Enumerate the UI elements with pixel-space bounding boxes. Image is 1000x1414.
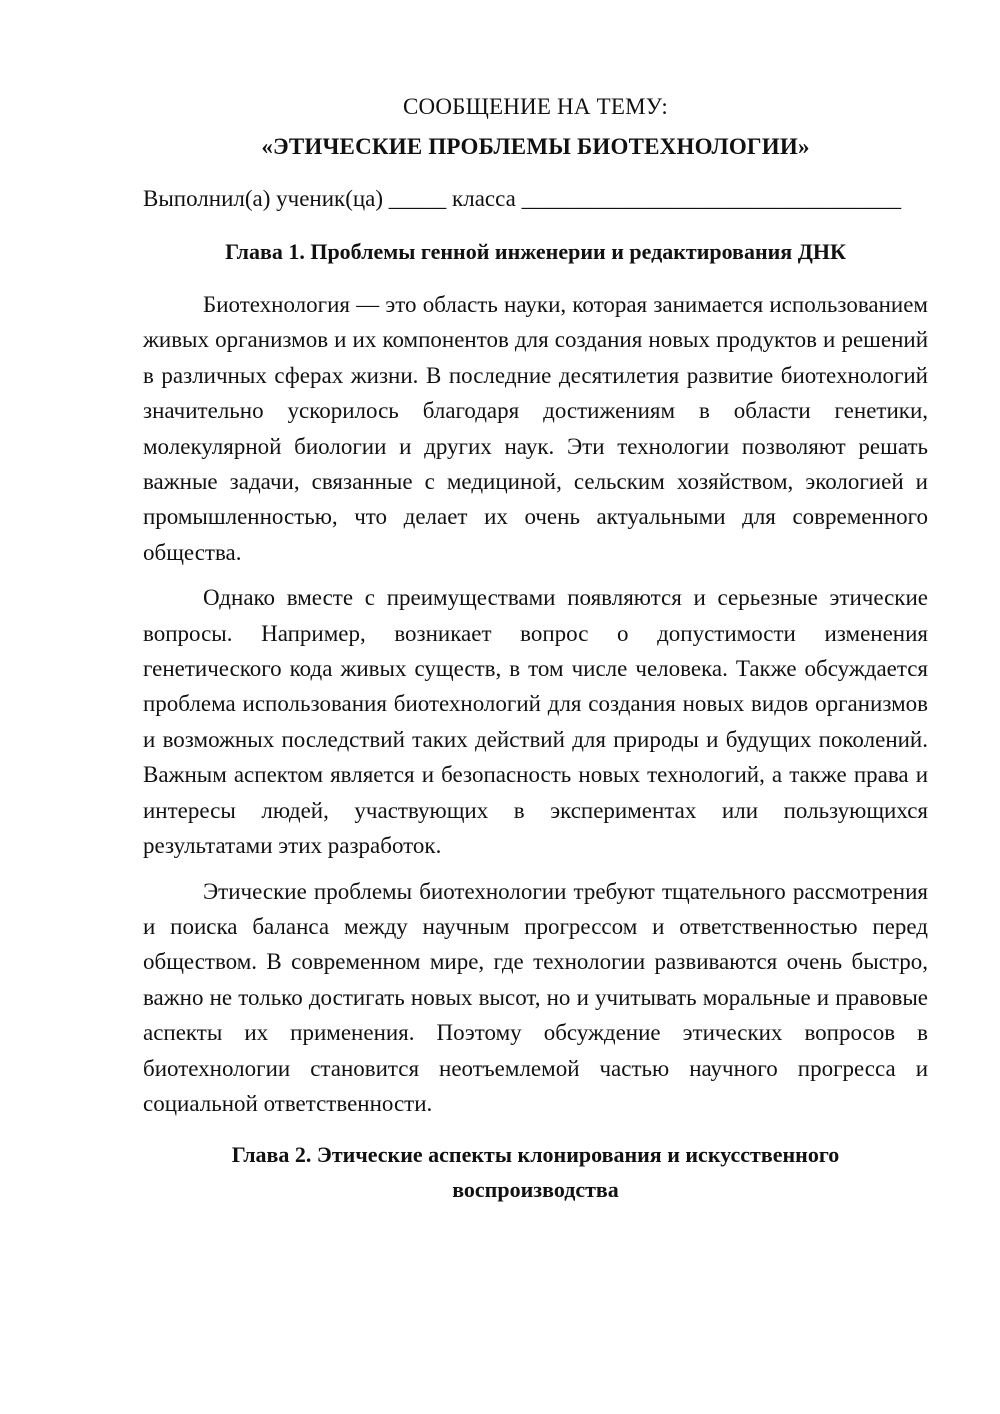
document-header-line1: СООБЩЕНИЕ НА ТЕМУ:: [403, 94, 668, 119]
chapter2-heading-line2: воспроизводства: [452, 1177, 619, 1203]
chapter1-heading: Глава 1. Проблемы генной инженерии и редактирования ДНК: [225, 239, 846, 264]
paragraph-2: Однако вместе с преимуществами появляются и серьезные этические вопросы. Например, возникает вопрос о допустимости изменения генетического кода живых существ, в том числе человека. Также обсуждается проблема использования биотехнологий для создания новых видов организмов и возможных последствий таких действий для природы и будущих поколений. Важным аспектом является и безопасность новых технологий, а также права и интересы людей, участвующих в экспериментах или пользующихся результатами этих разработок.: [143, 585, 928, 859]
document-page: [143, 88, 928, 1207]
document-title: «ЭТИЧЕСКИЕ ПРОБЛЕМЫ БИОТЕХНОЛОГИИ»: [261, 134, 810, 159]
paragraph-1: Биотехнология — это область науки, которая занимается использованием живых организмов и их компонентов для создания новых продуктов и решений в различных сферах жизни. В последние десятилетия развитие биотехнологий значительно ускорилось благодаря достижениям в области генетики, молекулярной биологии и других наук. Эти технологии позволяют решать важные задачи, связанные с медициной, сельским хозяйством, экологией и промышленностью, что делает их очень актуальными для современного общества.: [143, 292, 928, 565]
paragraph-3: Этические проблемы биотехнологии требуют тщательного рассмотрения и поиска баланса между научным прогрессом и ответственностью перед обществом. В современном мире, где технологии развиваются очень быстро, важно не только достигать новых высот, но и учитывать моральные и правовые аспекты их применения. Поэтому обсуждение этических вопросов в биотехнологии становится неотъемлемой частью научного прогресса и социальной ответственности.: [143, 878, 928, 1116]
author-line: Выполнил(а) ученик(ца) _____ класса _________________________________: [143, 186, 902, 211]
chapter2-heading-line1: Глава 2. Этические аспекты клонирования и искусственного: [231, 1142, 840, 1168]
chapter2-heading: [143, 1137, 928, 1207]
